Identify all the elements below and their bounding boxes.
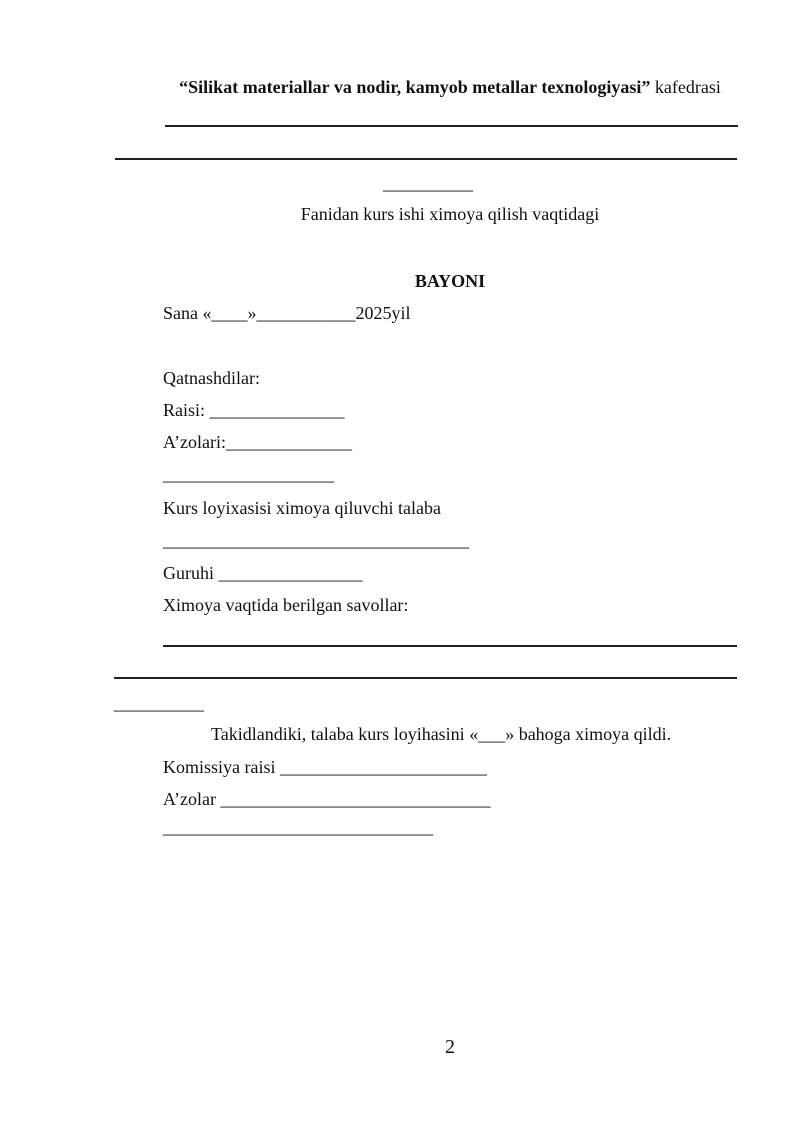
- subtitle: Fanidan kurs ishi ximoya qilish vaqtidagi: [300, 204, 600, 224]
- student-blank-fill-line: __________________________________: [163, 530, 469, 550]
- page-number: 2: [445, 1036, 455, 1058]
- questions-label: Ximoya vaqtida berilgan savollar:: [163, 595, 409, 615]
- participants-label: Qatnashdilar:: [163, 368, 260, 388]
- department-title-bold: “Silikat materiallar va nodir, kamyob metallar texnologiyasi”: [179, 77, 651, 97]
- fill-line-rule: [163, 645, 737, 647]
- fill-line-rule: [114, 677, 737, 679]
- date-line: Sana «____»___________2025yil: [163, 303, 411, 323]
- commission-chairman-sign-line: Komissiya raisi _______________________: [163, 757, 487, 777]
- fill-line-tail: __________: [383, 173, 473, 193]
- blank-fill-line: ______________________________: [163, 817, 433, 837]
- group-line: Guruhi ________________: [163, 563, 363, 583]
- department-title: [163, 77, 737, 98]
- conclusion-statement: Takidlandiki, talaba kurs loyihasini «___» bahoga ximoya qildi.: [211, 724, 672, 744]
- department-title-tail: kafedrasi: [650, 77, 721, 97]
- chairman-line: Raisi: _______________: [163, 400, 345, 420]
- student-line: Kurs loyixasisi ximoya qiluvchi talaba: [163, 498, 441, 518]
- blank-fill-line: ___________________: [163, 464, 334, 484]
- fill-line-tail: __________: [114, 693, 204, 713]
- document-heading: BAYONI: [414, 271, 486, 291]
- fill-line-rule: [165, 125, 738, 127]
- commission-members-sign-line: A’zolar ______________________________: [163, 789, 491, 809]
- members-line: A’zolari:______________: [163, 432, 352, 452]
- fill-line-rule: [115, 158, 737, 160]
